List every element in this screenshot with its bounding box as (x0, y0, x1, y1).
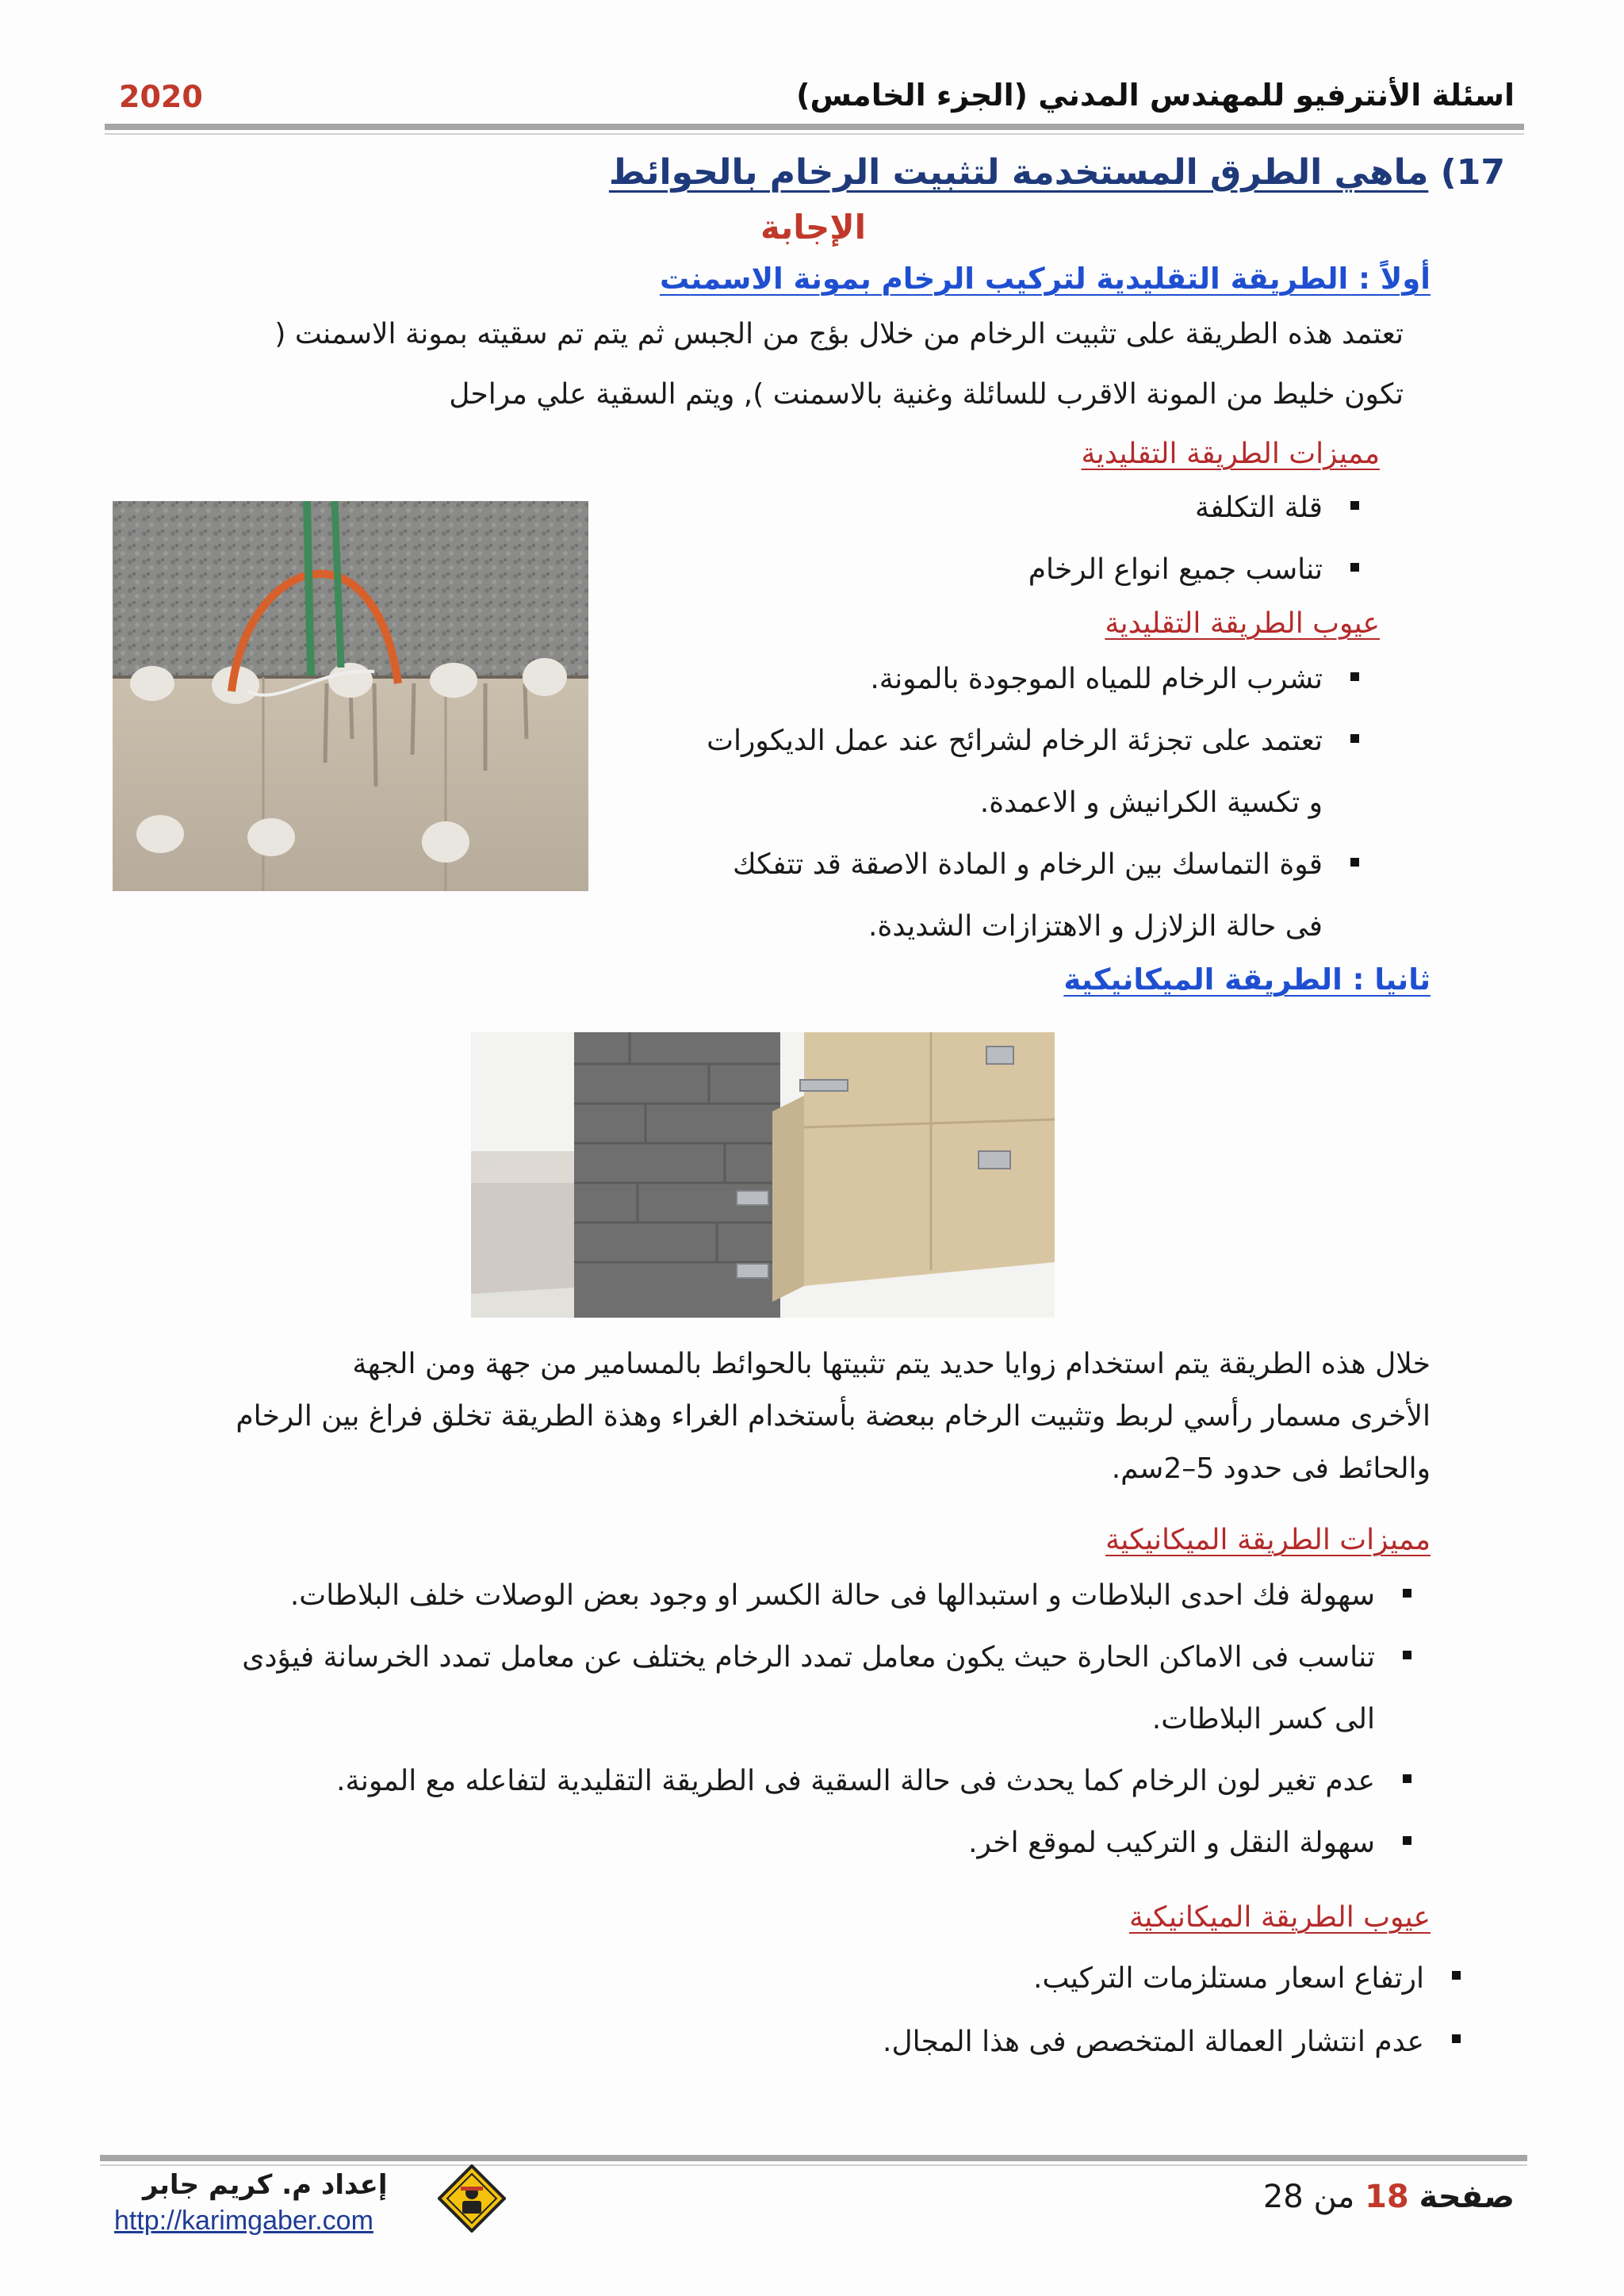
list-item-continuation: فى حالة الزلازل و الاهتزازات الشديدة. (868, 910, 1323, 943)
page-word: صفحة (1419, 2179, 1515, 2215)
list-item: عدم تغير لون الرخام كما يحدث فى حالة السقية فى الطريقة التقليدية لتفاعله مع المونة. (57, 1751, 1421, 1812)
mechanical-method-illustration (471, 1032, 1055, 1318)
section1-para-line2: تكون خليط من المونة الاقرب للسائلة وغنية بالاسمنت ), ويتم السقية علي مراحل (449, 378, 1404, 411)
section1-heading: أولاً : الطريقة التقليدية لتركيب الرخام بمونة الاسمنت (659, 262, 1431, 296)
section1-paragraph (56, 304, 1404, 425)
section2-para-line1: خلال هذه الطريقة يتم استخدام زوايا حديد يتم تثبيتها بالحوائط بالمسامير من جهة ومن الجهة (352, 1348, 1431, 1380)
section1-disadvantages-heading: عيوب الطريقة التقليدية (1105, 607, 1380, 640)
section2-paragraph (51, 1338, 1431, 1495)
traditional-method-photo (113, 501, 588, 891)
list-item: قلة التكلفة (655, 477, 1369, 539)
section2-advantages-heading: مميزات الطريقة الميكانيكية (1105, 1524, 1431, 1556)
page-number (1263, 2179, 1515, 2215)
list-item-continuation: الى كسر البلاطات. (1151, 1703, 1375, 1735)
author-credit: إعداد م. كريم جابر (143, 2169, 388, 2201)
section1-disadvantages-list (496, 649, 1369, 958)
header-divider-thin (105, 133, 1524, 135)
author-logo-icon (438, 2164, 506, 2233)
section2-disadvantages-heading: عيوب الطريقة الميكانيكية (1128, 1901, 1431, 1934)
header-divider (105, 124, 1524, 130)
footer-divider-thin (100, 2164, 1527, 2166)
section2-para-line2: الأخرى مسمار رأسي لربط وتثبيت الرخام ببعضة بأستخدام الغراء وهذة الطريقة تخلق فراغ بين الرخام (236, 1400, 1431, 1433)
list-item: تشرب الرخام للمياه الموجودة بالمونة. (496, 649, 1369, 710)
question-title (609, 152, 1505, 193)
page-current: 18 (1365, 2179, 1409, 2215)
list-item: تناسب جميع انواع الرخام (655, 539, 1369, 601)
list-item: تعتمد على تجزئة الرخام لشرائح عند عمل الديكورات (496, 710, 1369, 772)
page-of: من (1313, 2179, 1355, 2215)
list-item: عدم انتشار العمالة المتخصص فى هذا المجال. (519, 2011, 1470, 2074)
website-link[interactable]: http://karimgaber.com (114, 2206, 373, 2236)
list-item: تناسب فى الاماكن الحارة حيث يكون معامل تمدد الرخام يختلف عن معامل تمدد الخرسانة فيؤدى (57, 1627, 1421, 1689)
footer-divider (100, 2155, 1527, 2161)
document-year: 2020 (119, 79, 203, 114)
question-text: ماهي الطرق المستخدمة لتثبيت الرخام بالحوائط (608, 152, 1429, 193)
page-total: 28 (1262, 2179, 1304, 2215)
section2-heading: ثانيا : الطريقة الميكانيكية (1063, 962, 1431, 997)
list-item: سهولة فك احدى البلاطات و استبدالها فى حالة الكسر او وجود بعض الوصلات خلف البلاطات. (57, 1565, 1421, 1627)
document-header-title: اسئلة الأنترفيو للمهندس المدني (الجزء الخامس) (796, 78, 1515, 113)
section1-advantages-heading: مميزات الطريقة التقليدية (1081, 438, 1380, 470)
section1-advantages-list (655, 477, 1369, 601)
list-item: ارتفاع اسعار مستلزمات التركيب. (519, 1947, 1470, 2011)
section2-disadvantages-list (519, 1947, 1470, 2074)
answer-label: الإجابة (760, 208, 866, 247)
question-number: 17) (1440, 152, 1505, 193)
section2-advantages-list (57, 1565, 1421, 1874)
list-item-continuation: و تكسية الكرانيش و الاعمدة. (979, 786, 1323, 819)
section1-para-line1: تعتمد هذه الطريقة على تثبيت الرخام من خلال بؤج من الجبس ثم يتم تم سقيته بمونة الاسمنت ( (274, 318, 1404, 350)
list-item: قوة التماسك بين الرخام و المادة الاصقة قد تتفكك (496, 834, 1369, 896)
list-item: سهولة النقل و التركيب لموقع اخر. (57, 1812, 1421, 1874)
section2-para-line3: والحائط فى حدود 5–2سم. (1111, 1452, 1431, 1485)
